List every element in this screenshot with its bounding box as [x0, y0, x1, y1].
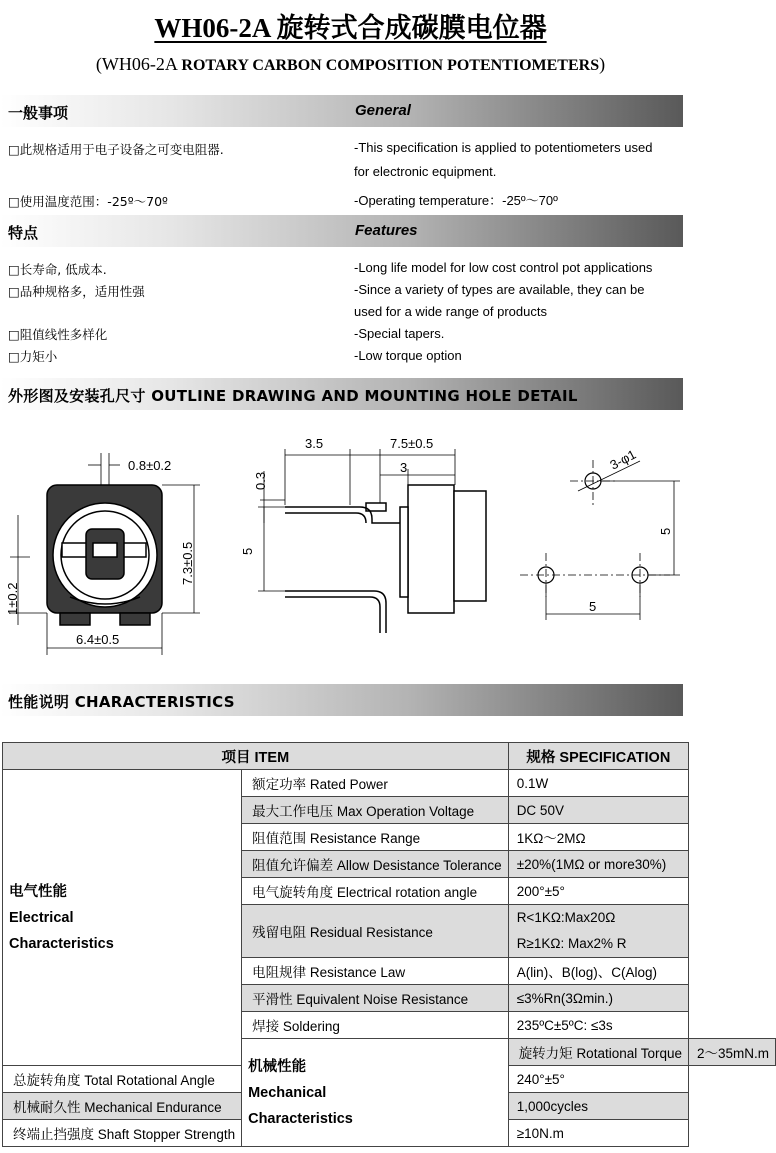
spec-cell: DC 50V: [508, 797, 688, 824]
features-line-en: -Long life model for low cost control pot applications: [354, 260, 653, 275]
dim-side-b: 7.5±0.5: [390, 436, 434, 451]
side-view: [285, 485, 486, 633]
item-cell: 阻值允许偏差 Allow Desistance Tolerance: [242, 851, 509, 878]
front-view: [47, 485, 162, 625]
spec-cell: 2～35mN.m: [689, 1039, 776, 1066]
spec-cell: ≥10N.m: [508, 1120, 688, 1147]
spec-cell: A(lin)、B(log)、C(Alog): [508, 958, 688, 985]
item-cell: 阻值范围 Resistance Range: [242, 824, 509, 851]
spec-cell: 240°±5°: [508, 1066, 688, 1093]
features-heading-cn: 特点: [8, 224, 39, 242]
features-line-cn: □长寿命, 低成本.: [8, 262, 107, 277]
page-title: WH06-2A 旋转式合成碳膜电位器: [154, 13, 547, 43]
item-cell: 旋转力矩 Rotational Torque: [508, 1039, 688, 1066]
general-heading-bar: [0, 95, 683, 127]
general-line-cn: □此规格适用于电子设备之可变电阻器.: [8, 142, 224, 157]
item-cell: 最大工作电压 Max Operation Voltage: [242, 797, 509, 824]
features-line-en: used for a wide range of products: [354, 304, 547, 319]
spec-cell: R<1KΩ:Max20Ω R≥1KΩ: Max2% R: [508, 905, 688, 958]
dim-hole-v: 5: [658, 527, 673, 535]
dim-side-c: 3: [400, 460, 408, 475]
outline-heading: 外形图及安装孔尺寸 OUTLINE DRAWING AND MOUNTING HOLE DETAIL: [8, 387, 578, 405]
item-cell: 焊接 Soldering: [242, 1012, 509, 1039]
dim-bottom-width: 6.4±0.5: [76, 632, 120, 647]
spec-cell: ≤3%Rn(3Ωmin.): [508, 985, 688, 1012]
characteristics-heading: 性能说明 CHARACTERISTICS: [8, 693, 235, 711]
spec-cell: ±20%(1MΩ or more30%): [508, 851, 688, 878]
general-heading-en: General: [355, 102, 411, 119]
dim-side-e: 5: [240, 547, 255, 555]
spec-table: [2, 742, 776, 1147]
features-line-cn: □品种规格多，适用性强: [8, 284, 145, 299]
table-header-row: [3, 743, 776, 770]
item-cell: 终端止挡强度 Shaft Stopper Strength: [3, 1120, 242, 1147]
item-cell: 额定功率 Rated Power: [242, 770, 509, 797]
dim-top-width: 0.8±0.2: [128, 458, 172, 473]
col-spec-header: 规格 SPECIFICATION: [508, 743, 688, 770]
outline-drawing: [0, 415, 701, 675]
dim-left-offset: 1±0.2: [5, 582, 20, 615]
item-cell: 平滑性 Equivalent Noise Resistance: [242, 985, 509, 1012]
mechanical-category: 机械性能 Mechanical Characteristics: [242, 1039, 509, 1147]
features-line-en: -Since a variety of types are available, they can be: [354, 282, 645, 297]
item-cell: 电气旋转角度 Electrical rotation angle: [242, 878, 509, 905]
item-cell: 机械耐久性 Mechanical Endurance: [3, 1093, 242, 1120]
dim-hole-h: 5: [589, 599, 597, 614]
spec-cell: 200°±5°: [508, 878, 688, 905]
col-item-header: 项目 ITEM: [3, 743, 509, 770]
spec-cell: 0.1W: [508, 770, 688, 797]
outline-heading-bar: [0, 378, 683, 410]
dim-side-a: 3.5: [305, 436, 324, 451]
spec-cell: 1,000cycles: [508, 1093, 688, 1120]
features-line-cn: □力矩小: [8, 349, 58, 364]
general-line-cn: □使用温度范围：-25º～70º: [8, 194, 168, 209]
features-line-en: -Low torque option: [354, 348, 462, 363]
features-heading-bar: [0, 215, 683, 247]
hole-pattern: [538, 473, 648, 583]
item-cell: 电阻规律 Resistance Law: [242, 958, 509, 985]
item-cell: 总旋转角度 Total Rotational Angle: [3, 1066, 242, 1093]
general-line-en: for electronic equipment.: [354, 164, 497, 179]
dim-height: 7.3±0.5: [180, 541, 195, 585]
page-subtitle: (WH06-2A ROTARY CARBON COMPOSITION POTENTIOMETERS): [95, 54, 606, 74]
general-heading-cn: 一般事项: [8, 104, 69, 122]
dim-hole-dia: 3-φ1: [607, 446, 639, 473]
table-row: [3, 770, 776, 797]
features-line-cn: □阻值线性多样化: [8, 327, 108, 342]
features-line-en: -Special tapers.: [354, 326, 445, 341]
general-line-en: -Operating temperature：-25º～70º: [354, 193, 558, 208]
dim-side-d: 0.3: [253, 471, 268, 490]
spec-cell: 1KΩ～2MΩ: [508, 824, 688, 851]
features-heading-en: Features: [355, 222, 418, 239]
item-cell: 残留电阻 Residual Resistance: [242, 905, 509, 958]
general-line-en: -This specification is applied to potentiometers used: [354, 140, 653, 155]
spec-cell: 235ºC±5ºC: ≤3s: [508, 1012, 688, 1039]
characteristics-heading-bar: [0, 684, 683, 716]
electrical-category: 电气性能 Electrical Characteristics: [3, 770, 242, 1066]
